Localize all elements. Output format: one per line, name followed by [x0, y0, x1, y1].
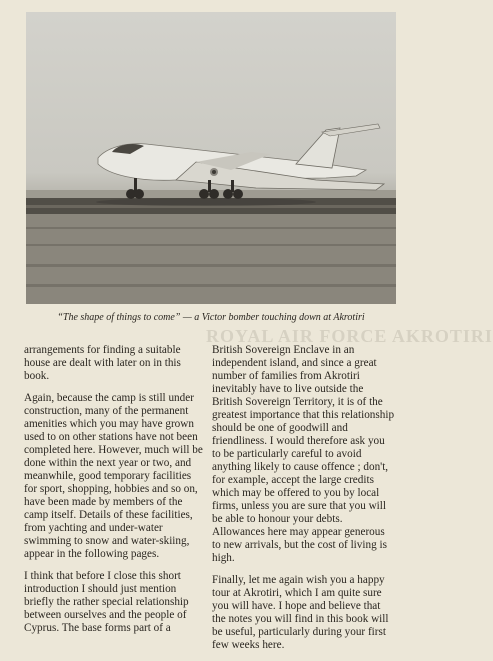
photo-caption: “The shape of things to come” — a Victor bomber touching down at Akrotiri: [57, 312, 365, 323]
paragraph: arrangements for finding a suitable house are dealt with later on in this book.: [24, 344, 181, 382]
victor-bomber-photo: [26, 12, 396, 304]
right-column: [212, 344, 396, 661]
aircraft-illustration: [26, 12, 396, 304]
paragraph: British Sovereign Enclave in an independent island, and since a great number of families from Akrotiri inevitably have to live outside the British Sovereign Territory, it is of the greatest importance that this relationship should be one of goodwill and friendliness. I would therefore ask you to be particularly careful to avoid anything likely to cause offence ; don't, for example, accept the large credits which may be offered to you by local firms, unless you are sure that you will be able to honour your debts. Allowances here may appear generous to new arrivals, but the cost of living is high.: [212, 344, 395, 564]
paragraph: Again, because the camp is still under construction, many of the permanent amenities which you may have grown used to on other stations have not been completed here. However, much will be done within the next year or two, and meanwhile, good temporary facilities for sport, shopping, hobbies and so on, have been made by members of the camp itself. Details of these facilities, from yachting and under-water swimming to snow and water-skiing, appear in the following pages.: [24, 392, 203, 560]
paragraph: Finally, let me again wish you a happy tour at Akrotiri, which I am quite sure you will have. I hope and believe that the notes you will find in this book will be useful, particularly during your first few weeks here.: [212, 574, 389, 651]
left-column: [24, 344, 204, 644]
bleed-through-heading: ROYAL AIR FORCE AKROTIRI: [206, 326, 493, 346]
paragraph: I think that before I close this short introduction I should just mention briefly the rather special relationship between ourselves and the people of Cyprus. The base forms part of a: [24, 570, 189, 634]
